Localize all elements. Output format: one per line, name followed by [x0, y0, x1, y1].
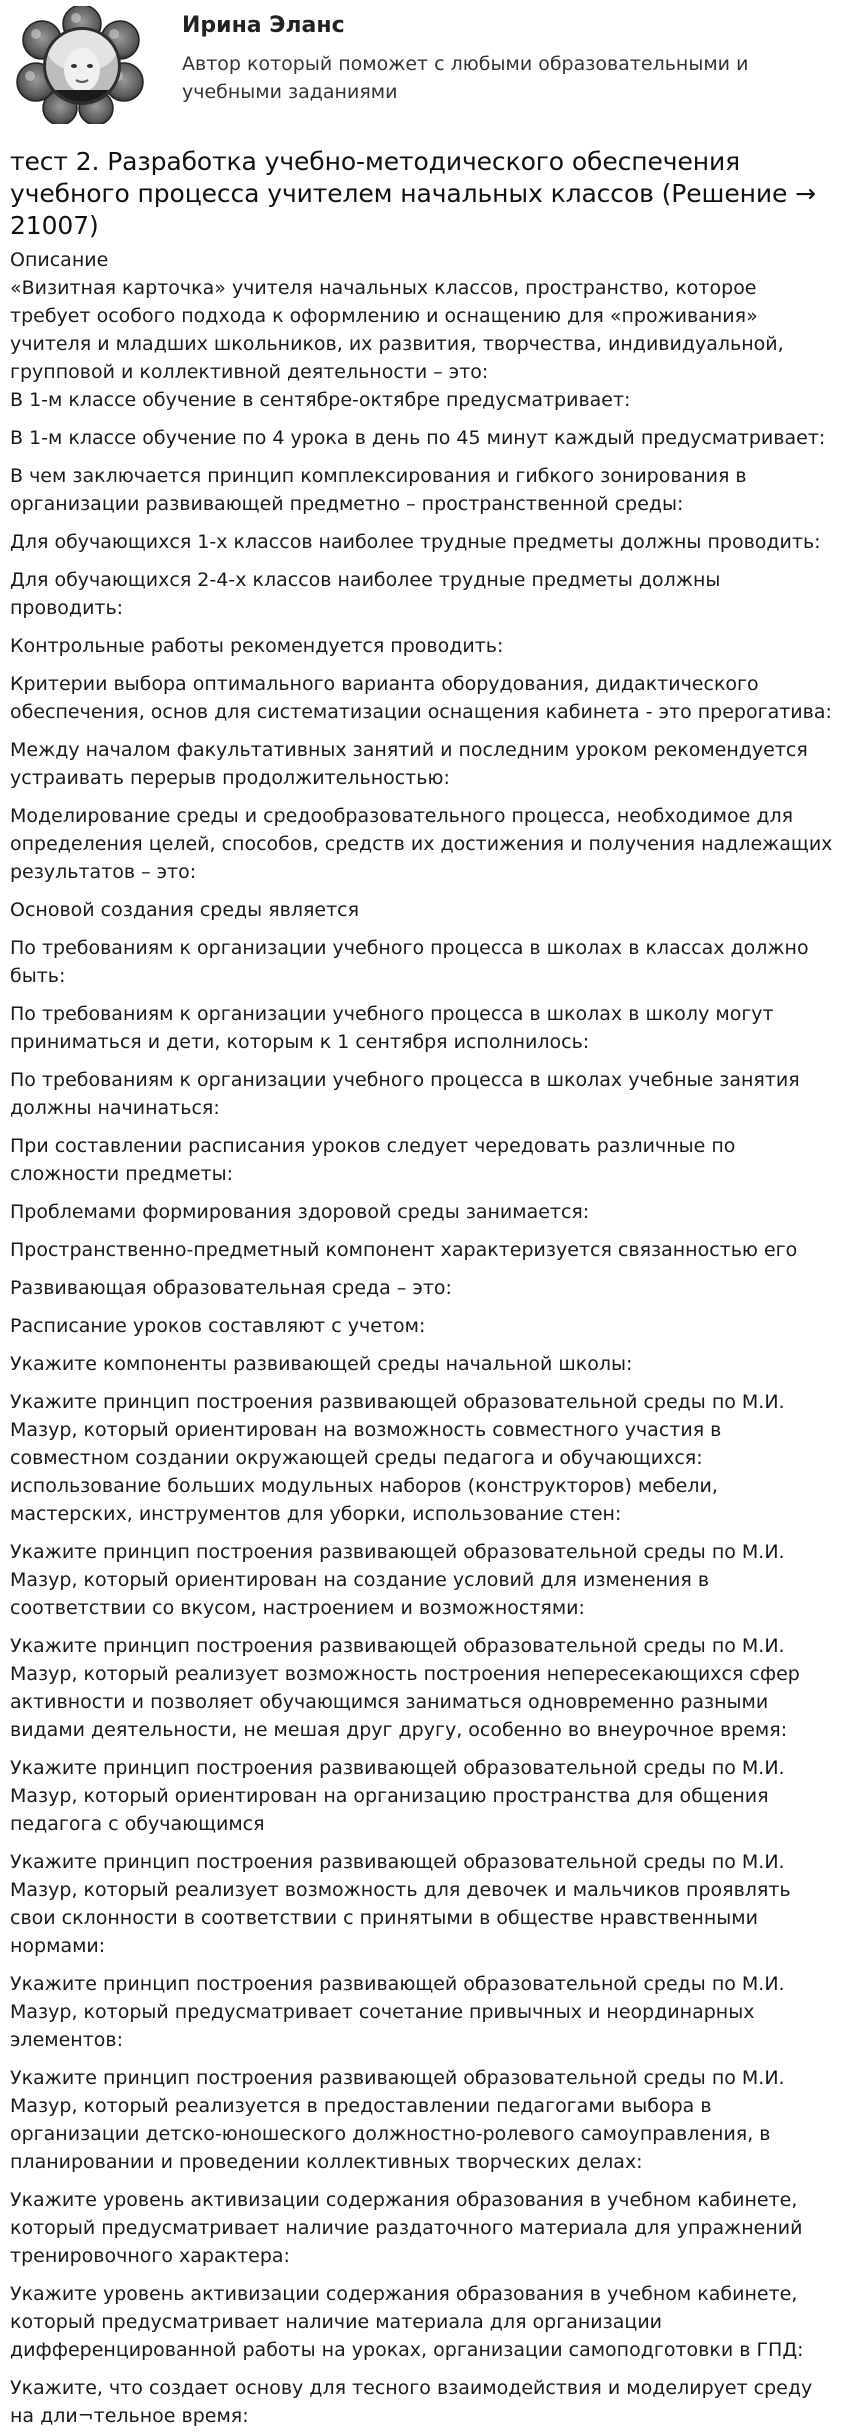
question-item: Пространственно-предметный компонент характеризуется связанностью его — [10, 1239, 798, 1261]
author-description: Автор который поможет с любыми образовательными и учебными заданиями — [182, 53, 749, 103]
question-item: Укажите принцип построения развивающей образовательной среды по М.И. Мазур, который ориентирован на организацию пространства для общения педагога с обучающимся — [10, 1757, 785, 1835]
description-intro: «Визитная карточка» учителя начальных классов, пространство, которое требует особого подхода к оформлению и оснащению для «проживания» учителя и младших школьников, их развития, творчества, индивидуальной, групповой и коллективной деятельности – это: — [10, 277, 784, 383]
question-item: Укажите принцип построения развивающей образовательной среды по М.И. Мазур, который реализуется в предоставлении педагогами выбора в организации детско-юношеского должностно-ролевого самоуправления, в планировании и проведении коллективных творческих делах: — [10, 2067, 785, 2173]
question-item: Контрольные работы рекомендуется проводить: — [10, 635, 504, 657]
question-item: Между началом факультативных занятий и последним уроком рекомендуется устраивать перерыв продолжительностью: — [10, 739, 808, 789]
question-item: Укажите принцип построения развивающей образовательной среды по М.И. Мазур, который предусматривает сочетание привычных и неординарных элементов: — [10, 1973, 785, 2051]
question-item: Укажите, что создает основу для тесного взаимодействия и моделирует среду на дли¬тельное время: — [10, 2377, 813, 2427]
question-item: Расписание уроков составляют с учетом: — [10, 1315, 426, 1337]
question-item: Укажите принцип построения развивающей образовательной среды по М.И. Мазур, который ориентирован на возможность совместного участия в совместном создании окружающей среды педагога и обучающихся: использование больших модульных наборов (конструкторов) мебели, мастерских, инструментов для уборки, использование стен: — [10, 1391, 785, 1525]
question-item: Укажите уровень активизации содержания образования в учебном кабинете, который предусматривает наличие материала для организации дифференцированной работы на уроках, организации самоподготовки в ГПД: — [10, 2283, 804, 2361]
avatar-flower-frame-icon — [8, 6, 156, 124]
author-info — [182, 6, 802, 106]
question-item: В 1-м классе обучение по 4 урока в день по 45 минут каждый предусматривает: — [10, 427, 826, 449]
page-title: тест 2. Разработка учебно-методического обеспечения учебного процесса учителем начальных классов (Решение → 21007) — [10, 147, 816, 240]
question-item: Для обучающихся 2-4-х классов наиболее трудные предметы должны проводить: — [10, 569, 721, 619]
avatar[interactable] — [8, 6, 156, 124]
question-item: Моделирование среды и средообразовательного процесса, необходимое для определения целей, способов, средств их достижения и получения надлежащих результатов – это: — [10, 805, 833, 883]
question-item: При составлении расписания уроков следует чередовать различные по сложности предметы: — [10, 1135, 736, 1185]
author-card — [10, 0, 837, 130]
question-list — [10, 386, 837, 2430]
question-item: Критерии выбора оптимального варианта оборудования, дидактического обеспечения, основ для систематизации оснащения кабинета - это прерогатива: — [10, 673, 832, 723]
question-item: Для обучающихся 1-х классов наиболее трудные предметы должны проводить: — [10, 531, 821, 553]
author-name[interactable]: Ирина Эланс — [182, 13, 345, 38]
question-item: По требованиям к организации учебного процесса в школах в школу могут приниматься и дети, которым к 1 сентября исполнилось: — [10, 1003, 774, 1053]
question-item: Основой создания среды является — [10, 899, 360, 921]
question-item: Укажите уровень активизации содержания образования в учебном кабинете, который предусматривает наличие раздаточного материала для упражнений тренировочного характера: — [10, 2189, 803, 2267]
question-item: По требованиям к организации учебного процесса в школах в классах должно быть: — [10, 937, 809, 987]
question-item: Укажите принцип построения развивающей образовательной среды по М.И. Мазур, который реализует возможность построения непересекающихся сфер активности и позволяет обучающимся заниматься одновременно разными видами деятельности, не мешая друг другу, особенно во внеурочное время: — [10, 1635, 800, 1741]
question-item: Развивающая образовательная среда – это: — [10, 1277, 452, 1299]
question-item: Укажите принцип построения развивающей образовательной среды по М.И. Мазур, который ориентирован на создание условий для изменения в соответствии со вкусом, настроением и возможностями: — [10, 1541, 785, 1619]
question-item: Укажите компоненты развивающей среды начальной школы: — [10, 1353, 633, 1375]
question-item: В 1-м классе обучение в сентябре-октябре предусматривает: — [10, 389, 631, 411]
question-item: Укажите принцип построения развивающей образовательной среды по М.И. Мазур, который реализует возможность для девочек и мальчиков проявлять свои склонности в соответствии с принятыми в обществе нравственными нормами: — [10, 1851, 791, 1957]
description-label: Описание — [10, 249, 109, 271]
question-item: В чем заключается принцип комплексирования и гибкого зонирования в организации развивающей предметно – пространственной среды: — [10, 465, 747, 515]
question-item: Проблемами формирования здоровой среды занимается: — [10, 1201, 590, 1223]
question-item: По требованиям к организации учебного процесса в школах учебные занятия должны начинаться: — [10, 1069, 800, 1119]
